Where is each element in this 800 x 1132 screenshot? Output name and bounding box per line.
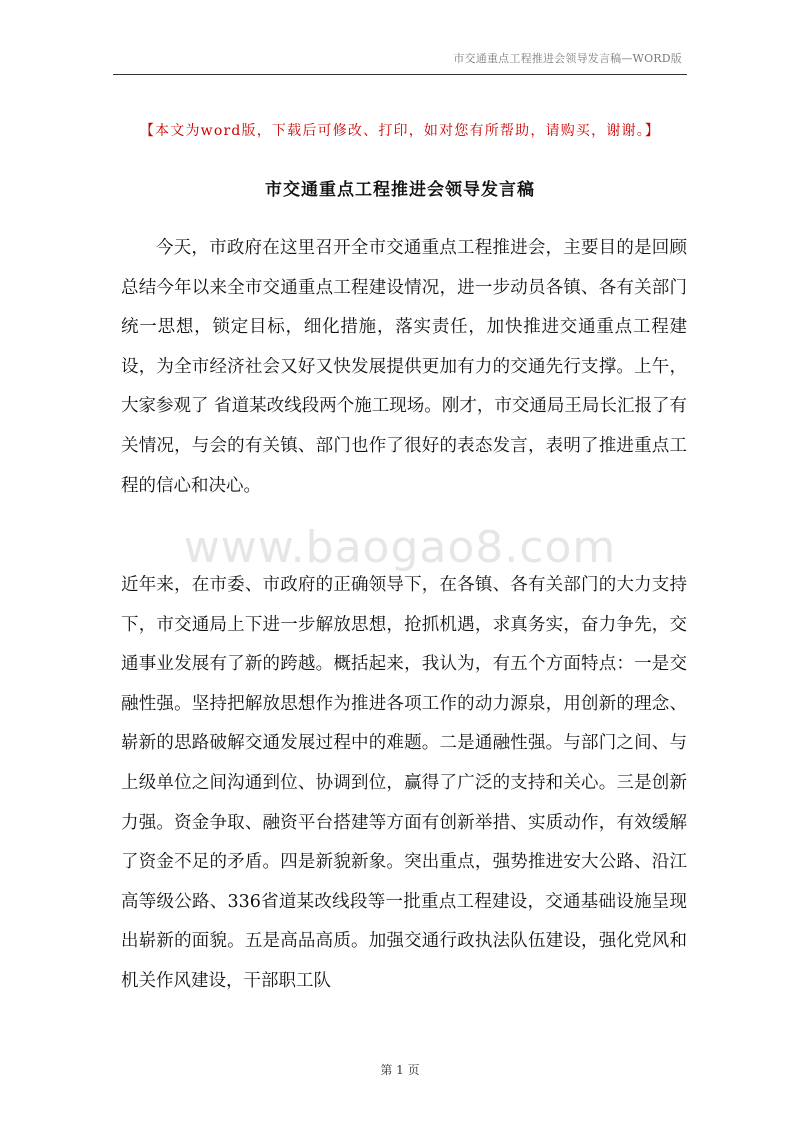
watermark: www.baogao8.com (183, 522, 617, 573)
body-paragraph-1: 今天，市政府在这里召开全市交通重点工程推进会，主要目的是回顾总结今年以来全市交通重点工程建设情况，进一步动员各镇、各有关部门统一思想，锁定目标，细化措施，落实责任，加快推进交通重点工程建设，为全市经济社会又好又快发展提供更加有力的交通先行支撑。上午，大家参观了 省道某改线段两个施工现场。刚才，市交通局王局长汇报了有关情况，与会的有关镇、部门也作了很好的表态发言，表明了推进重点工程的信心和决心。 (121, 238, 687, 496)
purchase-notice: 【本文为word版，下载后可修改、打印，如对您有所帮助，请购买，谢谢。】 (139, 123, 661, 139)
page-number: 第 1 页 (380, 1063, 420, 1077)
document-title: 市交通重点工程推进会领导发言稿 (265, 180, 535, 200)
running-header: 市交通重点工程推进会领导发言稿—WORD版 (453, 52, 682, 65)
body-paragraph-2: 近年来，在市委、市政府的正确领导下，在各镇、各有关部门的大力支持下，市交通局上下进一步解放思想，抢抓机遇，求真务实，奋力争先，交通事业发展有了新的跨越。概括起来，我认为，有五个方面特点：一是交融性强。坚持把解放思想作为推进各项工作的动力源泉，用创新的理念、崭新的思路破解交通发展过程中的难题。二是通融性强。与部门之间、与上级单位之间沟通到位、协调到位，赢得了广泛的支持和关心。三是创新力强。资金争取、融资平台搭建等方面有创新举措、实质动作，有效缓解了资金不足的矛盾。四是新貌新象。突出重点，强势推进安大公路、沿江高等级公路、336省道某改线段等一批重点工程建设，交通基础设施呈现出崭新的面貌。五是高品高质。加强交通行政执法队伍建设，强化党风和机关作风建设，干部职工队 (121, 575, 687, 991)
header-divider (113, 74, 687, 75)
